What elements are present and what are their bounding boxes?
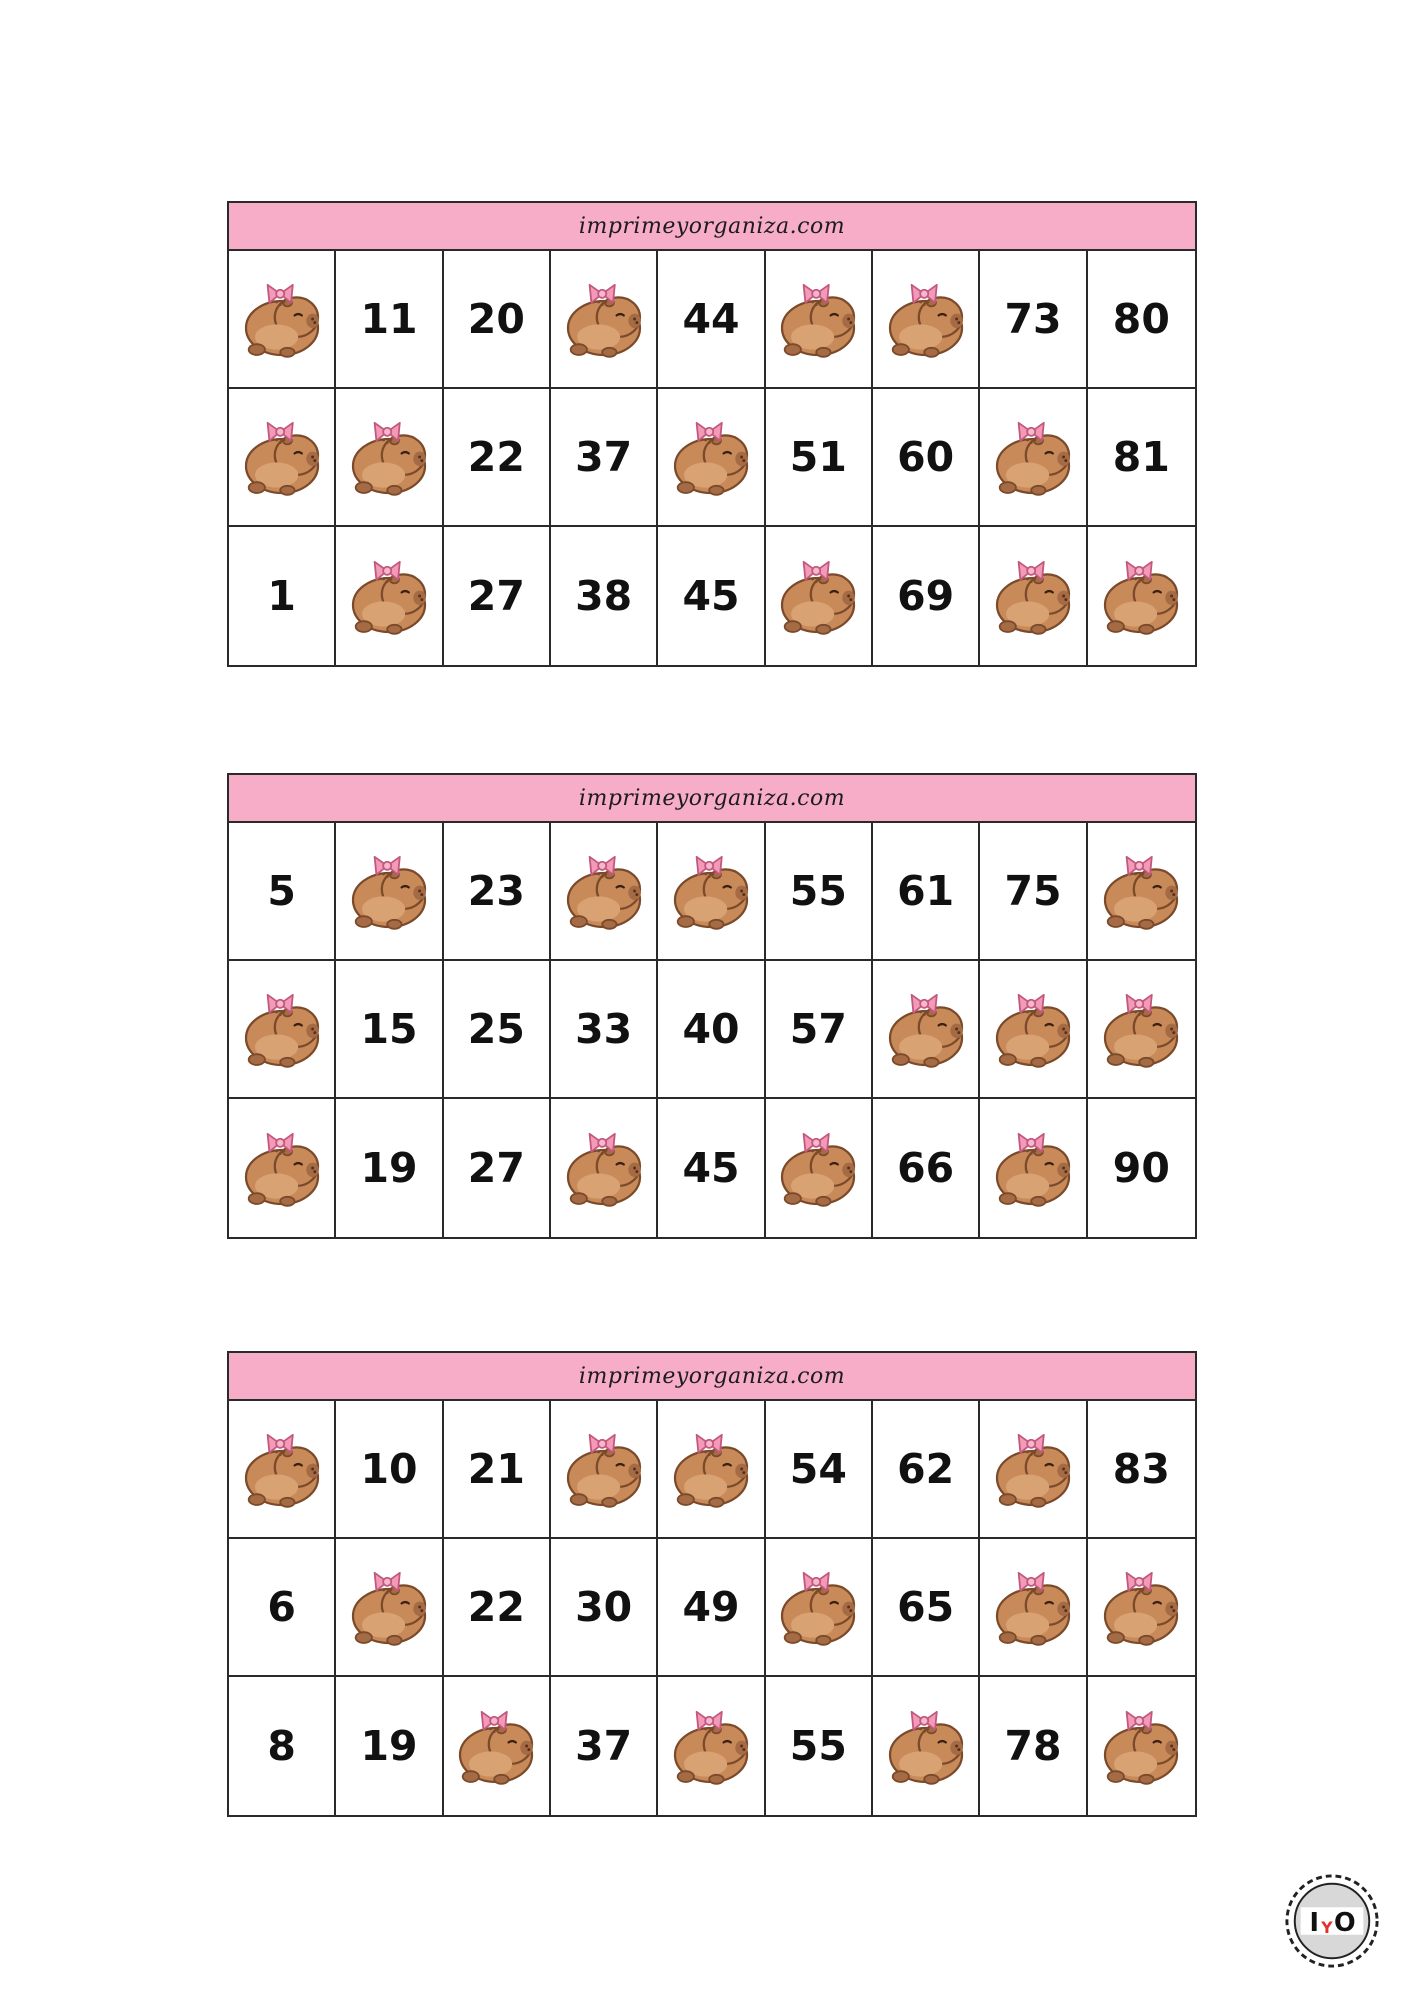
- capybara-cell: [980, 1099, 1087, 1237]
- number-cell: 27: [444, 527, 551, 665]
- capybara-with-bow-icon: [344, 412, 434, 502]
- bingo-card-2: [227, 773, 1197, 1239]
- number-cell: 33: [551, 961, 658, 1099]
- card-header: imprimeyorganiza.com: [229, 775, 1195, 823]
- capybara-with-bow-icon: [1096, 1701, 1186, 1791]
- capybara-with-bow-icon: [559, 846, 649, 936]
- number-cell: 19: [336, 1099, 443, 1237]
- capybara-with-bow-icon: [344, 551, 434, 641]
- number-cell: 15: [336, 961, 443, 1099]
- number-cell: 11: [336, 251, 443, 389]
- capybara-cell: [444, 1677, 551, 1815]
- capybara-cell: [1088, 527, 1195, 665]
- capybara-with-bow-icon: [237, 274, 327, 364]
- capybara-cell: [1088, 1677, 1195, 1815]
- number-cell: 75: [980, 823, 1087, 961]
- card-header: imprimeyorganiza.com: [229, 1353, 1195, 1401]
- capybara-cell: [766, 1099, 873, 1237]
- number-cell: 66: [873, 1099, 980, 1237]
- number-cell: 45: [658, 1099, 765, 1237]
- capybara-with-bow-icon: [881, 984, 971, 1074]
- capybara-with-bow-icon: [559, 1123, 649, 1213]
- capybara-with-bow-icon: [237, 412, 327, 502]
- capybara-with-bow-icon: [881, 274, 971, 364]
- logo-letter-o: O: [1333, 1907, 1356, 1938]
- capybara-cell: [873, 251, 980, 389]
- number-cell: 23: [444, 823, 551, 961]
- card-header: imprimeyorganiza.com: [229, 203, 1195, 251]
- capybara-cell: [658, 389, 765, 527]
- capybara-cell: [336, 527, 443, 665]
- card-grid: [229, 1401, 1195, 1815]
- capybara-cell: [1088, 823, 1195, 961]
- number-cell: 27: [444, 1099, 551, 1237]
- bingo-card-1: [227, 201, 1197, 667]
- capybara-with-bow-icon: [237, 984, 327, 1074]
- number-cell: 57: [766, 961, 873, 1099]
- capybara-cell: [229, 1401, 336, 1539]
- number-cell: 90: [1112, 1144, 1170, 1192]
- capybara-with-bow-icon: [344, 846, 434, 936]
- number-cell: 22: [444, 389, 551, 527]
- capybara-cell: [873, 961, 980, 1099]
- capybara-cell: [336, 1539, 443, 1677]
- number-cell: 37: [551, 389, 658, 527]
- capybara-cell: [336, 389, 443, 527]
- number-cell: 25: [444, 961, 551, 1099]
- capybara-with-bow-icon: [881, 1701, 971, 1791]
- capybara-with-bow-icon: [559, 1424, 649, 1514]
- number-cell: 1: [229, 527, 336, 665]
- number-cell: 69: [873, 527, 980, 665]
- capybara-with-bow-icon: [237, 1123, 327, 1213]
- capybara-with-bow-icon: [773, 551, 863, 641]
- capybara-with-bow-icon: [666, 846, 756, 936]
- number-cell: 78: [980, 1677, 1087, 1815]
- capybara-with-bow-icon: [1096, 551, 1186, 641]
- capybara-cell: [551, 1099, 658, 1237]
- number-cell: 8: [229, 1677, 336, 1815]
- capybara-with-bow-icon: [988, 551, 1078, 641]
- capybara-cell: [229, 389, 336, 527]
- number-cell: 81: [1088, 389, 1195, 527]
- number-cell: 19: [336, 1677, 443, 1815]
- capybara-with-bow-icon: [988, 1562, 1078, 1652]
- number-cell: 6: [229, 1539, 336, 1677]
- number-cell: 55: [766, 823, 873, 961]
- card-grid: [229, 251, 1195, 665]
- capybara-with-bow-icon: [451, 1701, 541, 1791]
- capybara-cell: [980, 1539, 1087, 1677]
- capybara-with-bow-icon: [773, 1562, 863, 1652]
- capybara-with-bow-icon: [1096, 846, 1186, 936]
- number-cell: 60: [873, 389, 980, 527]
- capybara-cell: [1088, 1539, 1195, 1677]
- capybara-cell: [658, 1677, 765, 1815]
- number-cell: 54: [766, 1401, 873, 1539]
- capybara-cell: [980, 961, 1087, 1099]
- capybara-cell: [336, 823, 443, 961]
- capybara-with-bow-icon: [237, 1424, 327, 1514]
- imprimeyorganiza-logo-icon: [1283, 1872, 1381, 1970]
- number-cell: 49: [658, 1539, 765, 1677]
- card-grid: [229, 823, 1195, 1237]
- capybara-with-bow-icon: [1096, 1562, 1186, 1652]
- capybara-cell: [229, 961, 336, 1099]
- capybara-cell: [766, 251, 873, 389]
- capybara-cell: [229, 251, 336, 389]
- capybara-cell: [551, 823, 658, 961]
- capybara-cell: [766, 527, 873, 665]
- capybara-with-bow-icon: [559, 274, 649, 364]
- capybara-cell: [551, 251, 658, 389]
- capybara-with-bow-icon: [666, 412, 756, 502]
- number-cell: 73: [980, 251, 1087, 389]
- number-cell: 51: [766, 389, 873, 527]
- number-cell: 80: [1088, 251, 1195, 389]
- number-cell: 22: [444, 1539, 551, 1677]
- number-cell: 21: [444, 1401, 551, 1539]
- capybara-cell: [766, 1539, 873, 1677]
- number-cell: 38: [551, 527, 658, 665]
- capybara-with-bow-icon: [988, 1424, 1078, 1514]
- capybara-cell: [980, 527, 1087, 665]
- number-cell: 37: [551, 1677, 658, 1815]
- number-cell: 55: [766, 1677, 873, 1815]
- capybara-with-bow-icon: [666, 1701, 756, 1791]
- capybara-cell: [980, 1401, 1087, 1539]
- capybara-with-bow-icon: [1096, 984, 1186, 1074]
- logo-letter-y: Y: [1321, 1917, 1333, 1937]
- number-cell: 61: [873, 823, 980, 961]
- capybara-with-bow-icon: [773, 1123, 863, 1213]
- number-cell: 65: [873, 1539, 980, 1677]
- capybara-cell: [658, 823, 765, 961]
- capybara-cell: [873, 1677, 980, 1815]
- number-cell: 20: [444, 251, 551, 389]
- capybara-with-bow-icon: [988, 1123, 1078, 1213]
- capybara-with-bow-icon: [988, 984, 1078, 1074]
- capybara-cell: [658, 1401, 765, 1539]
- number-cell: 44: [658, 251, 765, 389]
- number-cell: 83: [1088, 1401, 1195, 1539]
- number-cell: 10: [336, 1401, 443, 1539]
- logo-letter-i: I: [1309, 1907, 1319, 1938]
- number-cell: 62: [873, 1401, 980, 1539]
- capybara-with-bow-icon: [988, 412, 1078, 502]
- capybara-cell: [1088, 961, 1195, 1099]
- capybara-cell: [229, 1099, 336, 1237]
- capybara-with-bow-icon: [666, 1424, 756, 1514]
- bingo-card-3: [227, 1351, 1197, 1817]
- number-cell: 45: [658, 527, 765, 665]
- number-cell: 40: [658, 961, 765, 1099]
- capybara-with-bow-icon: [773, 274, 863, 364]
- capybara-cell: [980, 389, 1087, 527]
- number-cell: 30: [551, 1539, 658, 1677]
- capybara-with-bow-icon: [344, 1562, 434, 1652]
- number-cell: 5: [229, 823, 336, 961]
- capybara-cell: [551, 1401, 658, 1539]
